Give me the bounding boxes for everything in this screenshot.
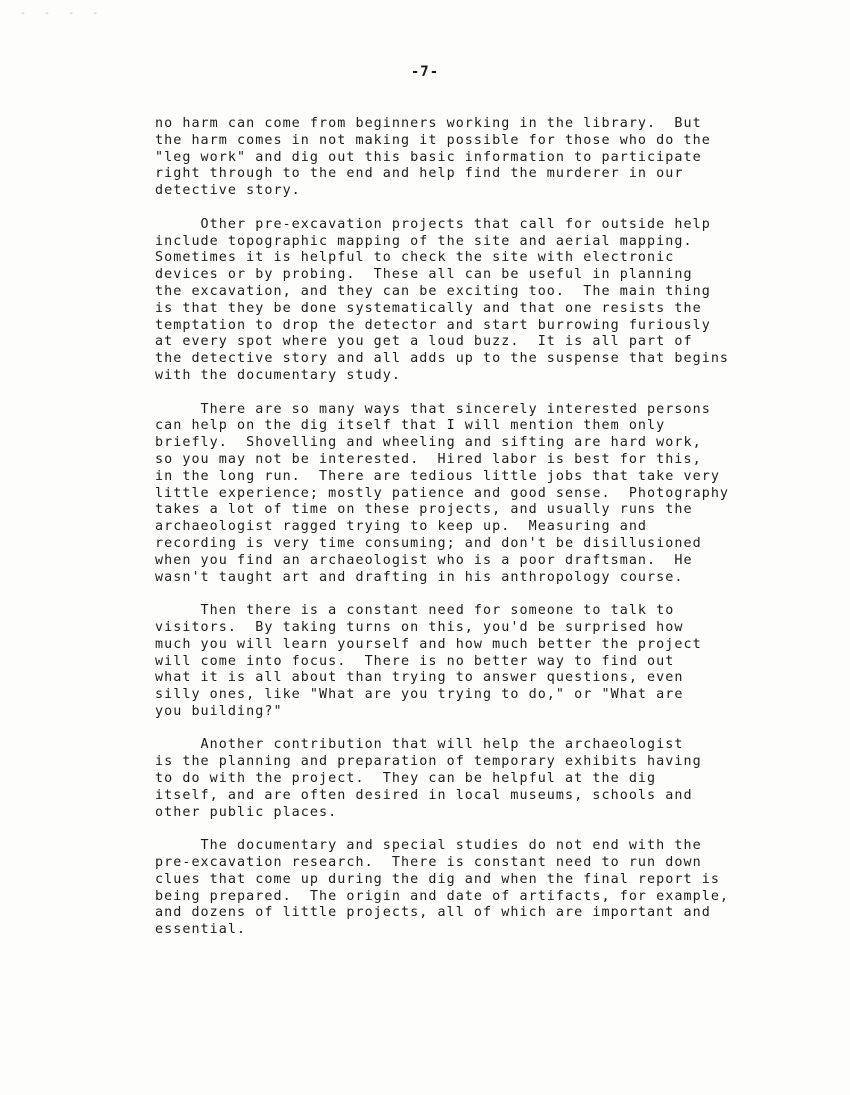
text-line: Other pre-excavation projects that call for outside help <box>155 216 711 232</box>
text-line: "leg work" and dig out this basic information to participate <box>155 149 702 165</box>
text-line: visitors. By taking turns on this, you'd be surprised how <box>155 619 684 635</box>
text-line: other public places. <box>155 804 338 820</box>
text-line: wasn't taught art and drafting in his anthropology course. <box>155 569 684 585</box>
text-line: being prepared. The origin and date of artifacts, for example, <box>155 888 730 904</box>
text-line: little experience; mostly patience and good sense. Photography <box>155 485 730 501</box>
text-line: no harm can come from beginners working in the library. But <box>155 116 702 131</box>
text-line: when you find an archaeologist who is a poor draftsman. He <box>155 552 693 568</box>
paragraph <box>155 838 815 939</box>
text-line: is the planning and preparation of temporary exhibits having <box>155 754 702 770</box>
body-text <box>155 116 815 939</box>
text-line: Then there is a constant need for someone to talk to <box>155 603 675 619</box>
text-line: will come into focus. There is no better way to find out <box>155 653 675 669</box>
text-line: takes a lot of time on these projects, and usually runs the <box>155 502 693 518</box>
text-line: with the documentary study. <box>155 367 402 383</box>
text-line: Another contribution that will help the archaeologist <box>155 737 684 753</box>
text-line: devices or by probing. These all can be useful in planning <box>155 267 693 283</box>
text-line: include topographic mapping of the site and aerial mapping. <box>155 233 693 249</box>
text-line: pre-excavation research. There is constant need to run down <box>155 855 702 871</box>
text-line: and dozens of little projects, all of which are important and <box>155 905 711 921</box>
text-line: in the long run. There are tedious little jobs that take very <box>155 468 720 484</box>
text-line: recording is very time consuming; and don't be disillusioned <box>155 535 702 551</box>
text-line: the detective story and all adds up to the suspense that begins <box>155 351 730 367</box>
paragraph <box>155 217 815 385</box>
text-line: can help on the dig itself that I will mention them only <box>155 418 666 434</box>
text-line: to do with the project. They can be helpful at the dig <box>155 771 657 787</box>
text-line: temptation to drop the detector and start burrowing furiously <box>155 317 711 333</box>
text-line: archaeologist ragged trying to keep up. Measuring and <box>155 519 648 535</box>
text-line: much you will learn yourself and how much better the project <box>155 636 702 652</box>
page-number: -7- <box>410 64 440 80</box>
text-line: The documentary and special studies do not end with the <box>155 838 702 854</box>
text-line: you building?" <box>155 703 283 719</box>
text-line: the excavation, and they can be exciting too. The main thing <box>155 283 711 299</box>
text-line: There are so many ways that sincerely interested persons <box>155 401 711 417</box>
paragraph <box>155 116 815 200</box>
text-line: what it is all about than trying to answer questions, even <box>155 670 684 686</box>
text-line: is that they be done systematically and that one resists the <box>155 300 702 316</box>
text-line: at every spot where you get a loud buzz. It is all part of <box>155 334 693 350</box>
text-line: detective story. <box>155 183 301 199</box>
text-line: essential. <box>155 922 247 938</box>
text-line: briefly. Shovelling and wheeling and sifting are hard work, <box>155 435 702 451</box>
corner-marks: - - - - <box>20 8 105 19</box>
text-line: clues that come up during the dig and when the final report is <box>155 871 720 887</box>
text-line: silly ones, like "What are you trying to do," or "What are <box>155 687 684 703</box>
paragraph <box>155 603 815 721</box>
paragraph <box>155 737 815 821</box>
text-line: right through to the end and help find the murderer in our <box>155 166 684 182</box>
text-line: itself, and are often desired in local museums, schools and <box>155 787 693 803</box>
text-line: the harm comes in not making it possible for those who do the <box>155 132 711 148</box>
paragraph <box>155 402 815 587</box>
text-line: Sometimes it is helpful to check the site with electronic <box>155 250 675 266</box>
text-line: so you may not be interested. Hired labor is best for this, <box>155 451 702 467</box>
